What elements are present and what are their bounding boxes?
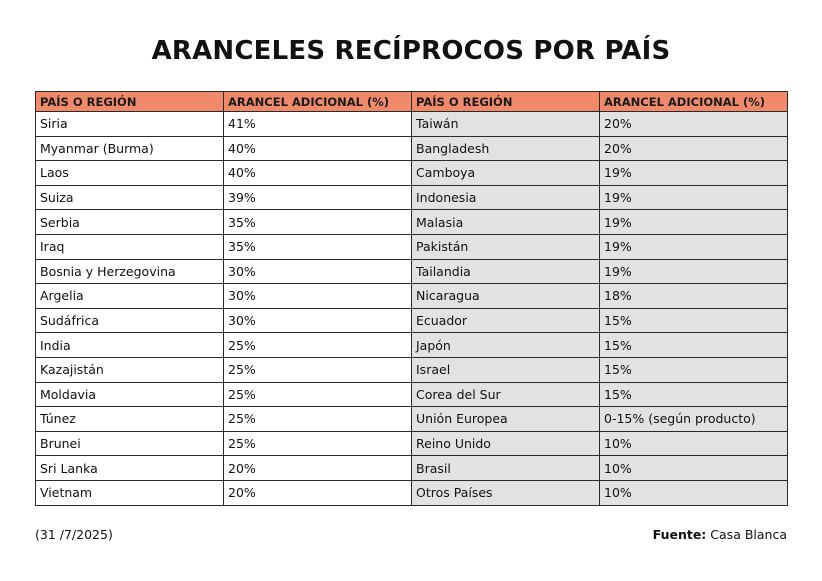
cell-tariff-left: 35% bbox=[224, 210, 412, 235]
table-row bbox=[36, 480, 788, 505]
cell-tariff-left: 25% bbox=[224, 333, 412, 358]
cell-country-left: Laos bbox=[36, 161, 224, 186]
cell-tariff-right: 20% bbox=[600, 112, 788, 137]
cell-country-right: Tailandia bbox=[412, 259, 600, 284]
tariffs-table bbox=[35, 91, 788, 506]
cell-country-right: Reino Unido bbox=[412, 431, 600, 456]
header-tariff-right: ARANCEL ADICIONAL (%) bbox=[600, 92, 788, 112]
cell-tariff-right: 15% bbox=[600, 357, 788, 382]
table-row bbox=[36, 382, 788, 407]
cell-country-left: Suiza bbox=[36, 185, 224, 210]
cell-tariff-left: 25% bbox=[224, 407, 412, 432]
cell-country-right: Israel bbox=[412, 357, 600, 382]
cell-tariff-right: 15% bbox=[600, 382, 788, 407]
cell-tariff-left: 30% bbox=[224, 284, 412, 309]
table-row bbox=[36, 431, 788, 456]
table-row bbox=[36, 161, 788, 186]
source-label bbox=[653, 527, 787, 542]
table-row bbox=[36, 210, 788, 235]
cell-tariff-left: 25% bbox=[224, 431, 412, 456]
table-header-row bbox=[36, 92, 788, 112]
cell-country-left: Moldavia bbox=[36, 382, 224, 407]
table-row bbox=[36, 284, 788, 309]
table-row bbox=[36, 407, 788, 432]
cell-tariff-right: 15% bbox=[600, 333, 788, 358]
date-label: (31 /7/2025) bbox=[35, 527, 113, 542]
cell-tariff-left: 35% bbox=[224, 234, 412, 259]
cell-country-right: Corea del Sur bbox=[412, 382, 600, 407]
cell-tariff-left: 20% bbox=[224, 480, 412, 505]
cell-country-right: Malasia bbox=[412, 210, 600, 235]
cell-country-left: Myanmar (Burma) bbox=[36, 136, 224, 161]
cell-tariff-right: 10% bbox=[600, 480, 788, 505]
cell-country-left: Kazajistán bbox=[36, 357, 224, 382]
cell-tariff-left: 30% bbox=[224, 308, 412, 333]
header-tariff-left: ARANCEL ADICIONAL (%) bbox=[224, 92, 412, 112]
cell-tariff-right: 15% bbox=[600, 308, 788, 333]
table-row bbox=[36, 357, 788, 382]
page-title: ARANCELES RECÍPROCOS POR PAÍS bbox=[151, 36, 671, 66]
cell-tariff-right: 18% bbox=[600, 284, 788, 309]
cell-tariff-right: 10% bbox=[600, 456, 788, 481]
cell-tariff-right: 19% bbox=[600, 161, 788, 186]
cell-country-right: Camboya bbox=[412, 161, 600, 186]
cell-country-left: Vietnam bbox=[36, 480, 224, 505]
cell-tariff-right: 10% bbox=[600, 431, 788, 456]
source-label-value: Casa Blanca bbox=[710, 527, 787, 542]
cell-tariff-left: 20% bbox=[224, 456, 412, 481]
cell-tariff-left: 40% bbox=[224, 136, 412, 161]
table-row bbox=[36, 136, 788, 161]
table-row bbox=[36, 259, 788, 284]
cell-tariff-right: 19% bbox=[600, 185, 788, 210]
cell-country-left: Sri Lanka bbox=[36, 456, 224, 481]
cell-tariff-right: 19% bbox=[600, 234, 788, 259]
cell-country-right: Indonesia bbox=[412, 185, 600, 210]
table-row bbox=[36, 234, 788, 259]
cell-tariff-left: 25% bbox=[224, 382, 412, 407]
cell-tariff-left: 25% bbox=[224, 357, 412, 382]
header-country-left: PAÍS O REGIÓN bbox=[36, 92, 224, 112]
cell-country-right: Bangladesh bbox=[412, 136, 600, 161]
cell-country-right: Otros Países bbox=[412, 480, 600, 505]
cell-country-left: Brunei bbox=[36, 431, 224, 456]
cell-country-left: Bosnia y Herzegovina bbox=[36, 259, 224, 284]
table-row bbox=[36, 333, 788, 358]
cell-country-left: Túnez bbox=[36, 407, 224, 432]
cell-country-left: Siria bbox=[36, 112, 224, 137]
cell-country-right: Taiwán bbox=[412, 112, 600, 137]
header-country-right: PAÍS O REGIÓN bbox=[412, 92, 600, 112]
cell-tariff-left: 41% bbox=[224, 112, 412, 137]
cell-country-right: Unión Europea bbox=[412, 407, 600, 432]
table-row bbox=[36, 308, 788, 333]
table-row bbox=[36, 456, 788, 481]
cell-country-left: Argelia bbox=[36, 284, 224, 309]
table-row bbox=[36, 112, 788, 137]
cell-country-right: Nicaragua bbox=[412, 284, 600, 309]
cell-tariff-right: 19% bbox=[600, 210, 788, 235]
table-row bbox=[36, 185, 788, 210]
source-label-title: Fuente: bbox=[652, 527, 707, 542]
cell-country-right: Pakistán bbox=[412, 234, 600, 259]
cell-country-left: Sudáfrica bbox=[36, 308, 224, 333]
cell-country-right: Ecuador bbox=[412, 308, 600, 333]
cell-tariff-left: 30% bbox=[224, 259, 412, 284]
cell-tariff-right: 20% bbox=[600, 136, 788, 161]
cell-tariff-left: 39% bbox=[224, 185, 412, 210]
cell-country-left: Iraq bbox=[36, 234, 224, 259]
cell-country-left: India bbox=[36, 333, 224, 358]
cell-country-right: Brasil bbox=[412, 456, 600, 481]
cell-tariff-right: 19% bbox=[600, 259, 788, 284]
table-body bbox=[36, 112, 788, 506]
cell-country-right: Japón bbox=[412, 333, 600, 358]
cell-tariff-right: 0-15% (según producto) bbox=[600, 407, 788, 432]
cell-tariff-left: 40% bbox=[224, 161, 412, 186]
cell-country-left: Serbia bbox=[36, 210, 224, 235]
